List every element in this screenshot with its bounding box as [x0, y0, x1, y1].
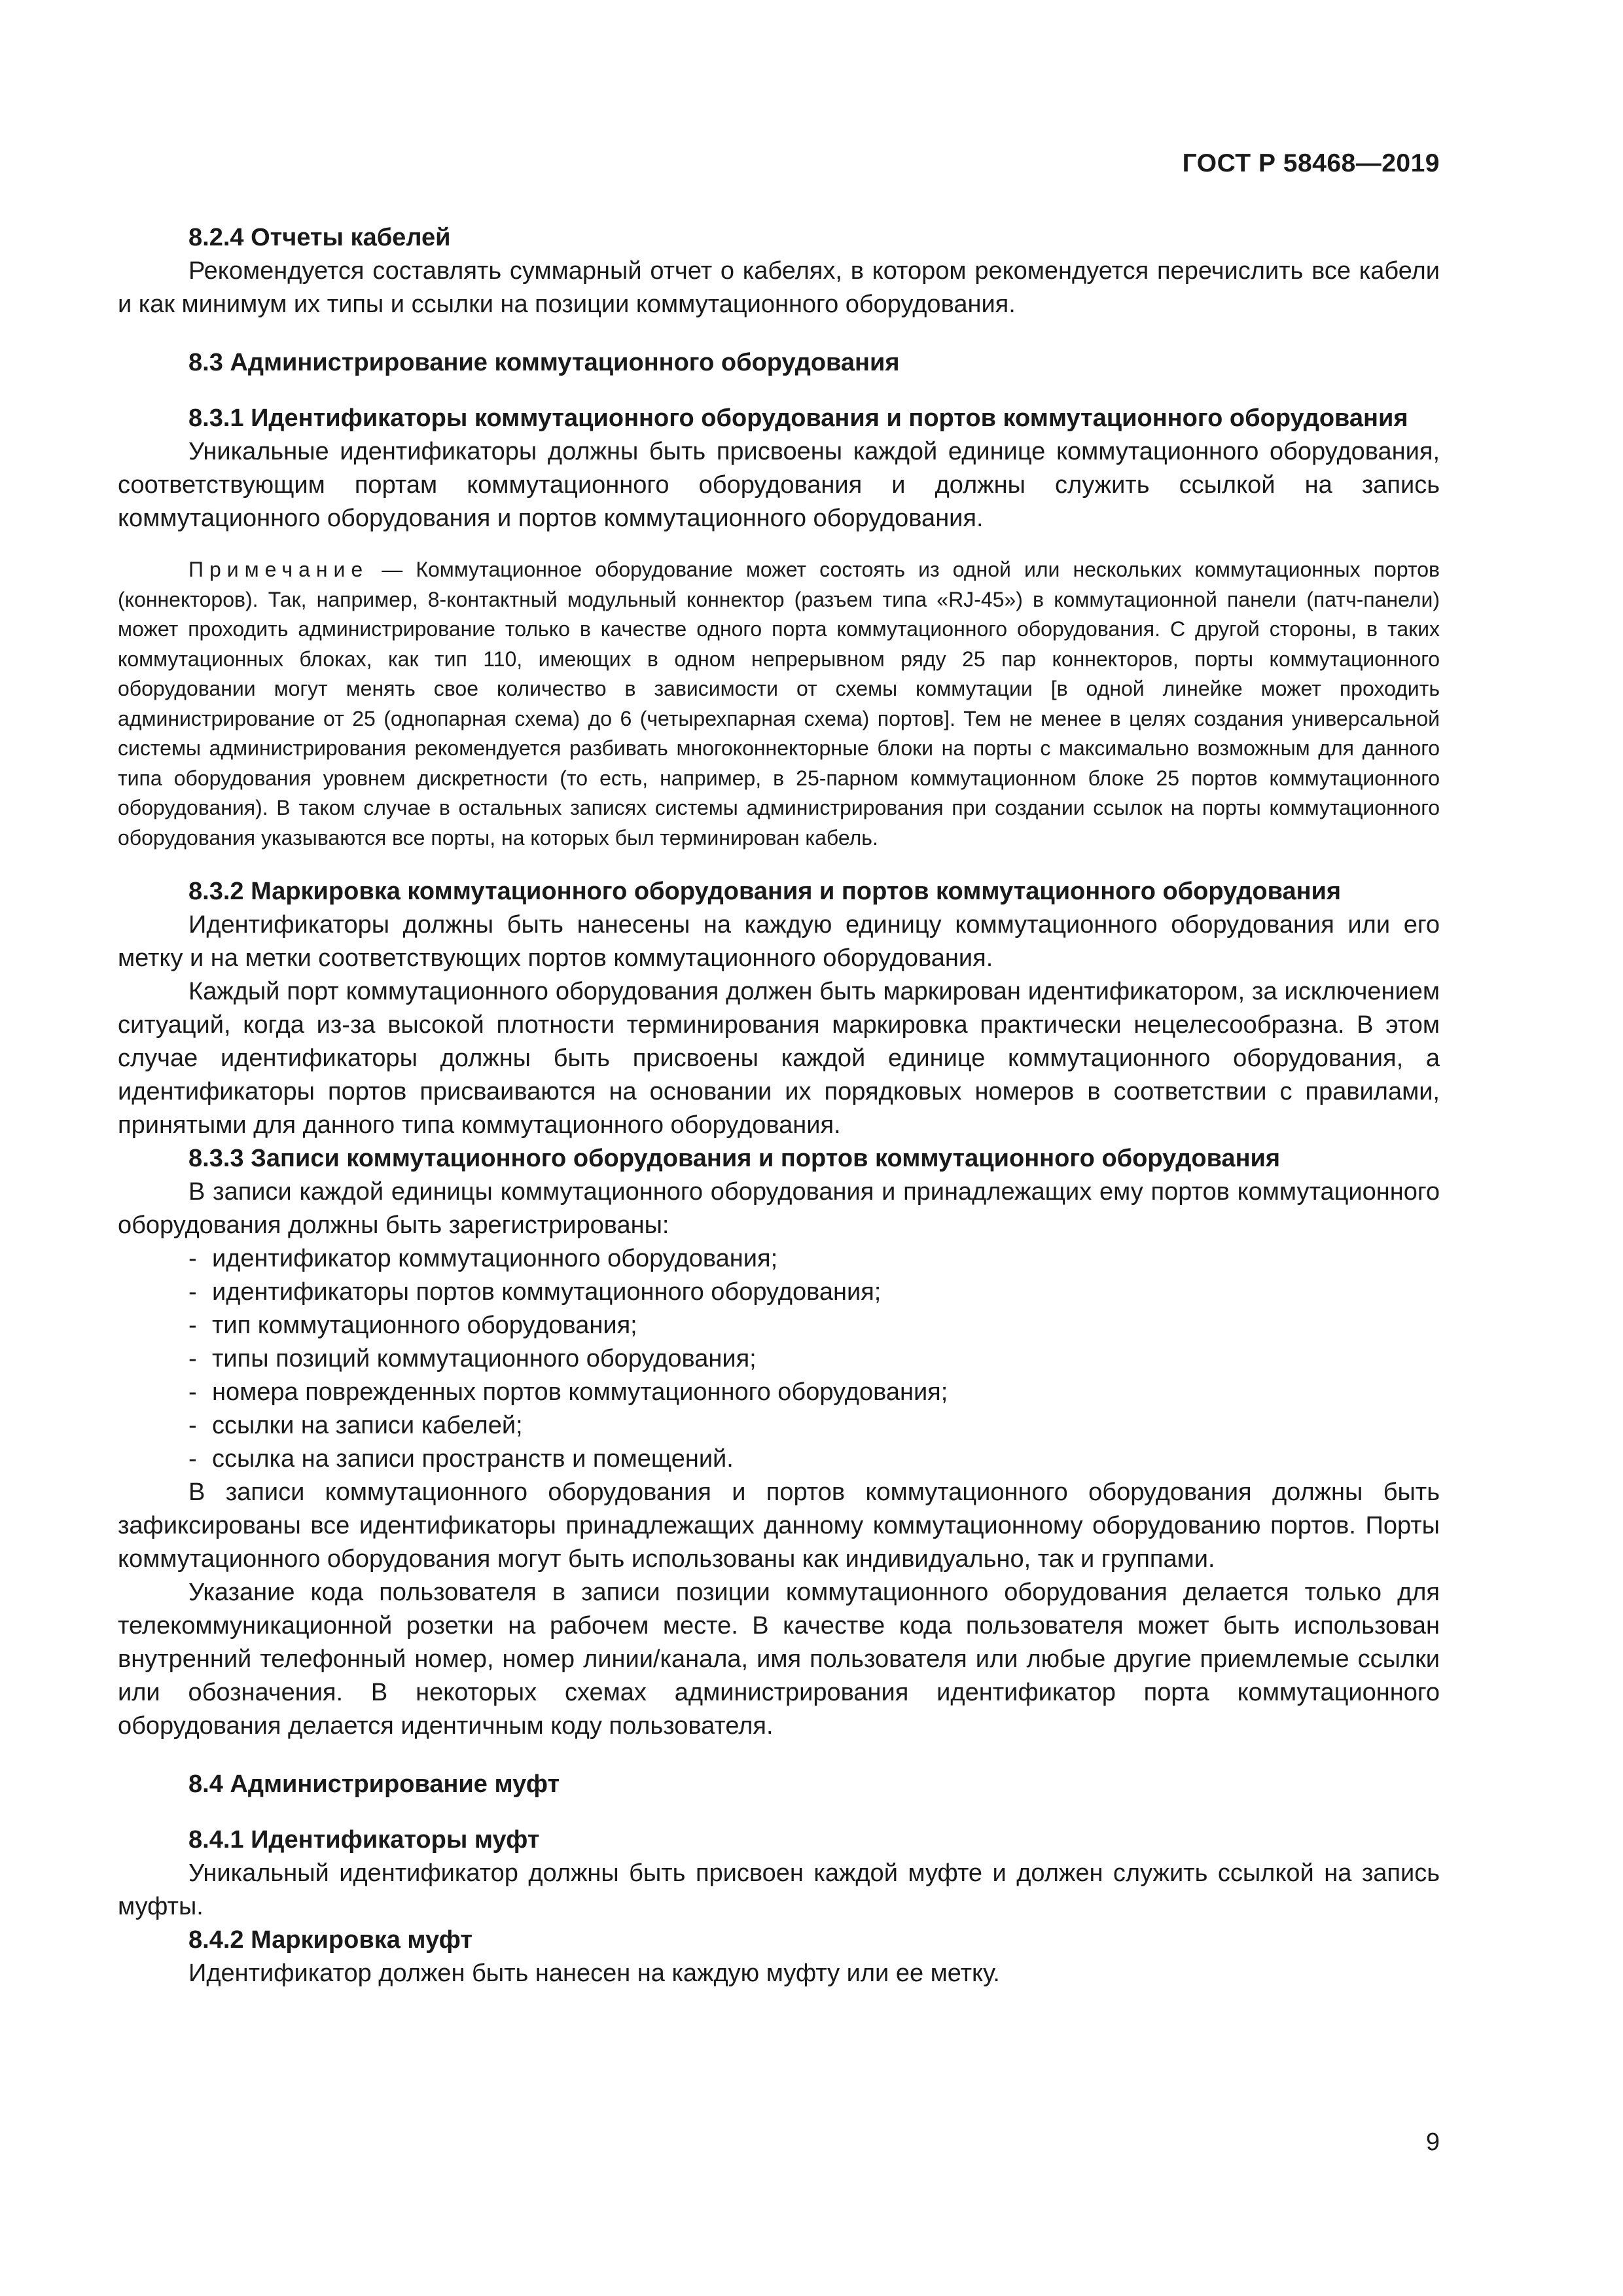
- paragraph: Уникальные идентификаторы должны быть присвоены каждой единице коммутационного оборудования, соответствующим портам коммутационного оборудования и должны служить ссылкой на запись коммутационного оборудования и портов коммутационного оборудования.: [118, 438, 1440, 532]
- document-page: [118, 0, 1440, 2296]
- list-marker: -: [188, 1412, 197, 1439]
- page-number: 9: [1425, 2128, 1440, 2156]
- paragraph: Каждый порт коммутационного оборудования должен быть маркирован идентификатором, за исключением ситуаций, когда из-за высокой плотности терминирования маркировка практически нецелесообразна. В этом случае идентификаторы должны быть присвоены каждой единице коммутационного оборудования, а идентификаторы портов присваиваются на основании их порядковых номеров в соответствии с правилами, принятыми для данного типа коммутационного оборудования.: [118, 978, 1440, 1139]
- section-heading-8-2-4: 8.2.4 Отчеты кабелей: [188, 224, 451, 251]
- section-heading-8-3-1: 8.3.1 Идентификаторы коммутационного оборудования и портов коммутационного оборудования: [188, 404, 1408, 432]
- list-item: - ссылка на записи пространств и помещений.: [118, 1443, 1440, 1476]
- list-marker: -: [188, 1345, 197, 1372]
- paragraph: Идентификаторы должны быть нанесены на каждую единицу коммутационного оборудования или его метку и на метки соответствующих портов коммутационного оборудования.: [118, 911, 1440, 972]
- paragraph: В записи коммутационного оборудования и портов коммутационного оборудования должны быть зафиксированы все идентификаторы принадлежащих данному коммутационному оборудованию портов. Порты коммутационного оборудования могут быть использованы как индивидуально, так и группами.: [118, 1479, 1440, 1573]
- list-marker: -: [188, 1245, 197, 1272]
- note-label: Примечание: [188, 558, 369, 581]
- paragraph: Уникальный идентификатор должны быть присвоен каждой муфте и должен служить ссылкой на запись муфты.: [118, 1859, 1440, 1920]
- paragraph: В записи каждой единицы коммутационного оборудования и принадлежащих ему портов коммутационного оборудования должны быть зарегистрированы:: [118, 1178, 1440, 1239]
- list-marker: -: [188, 1445, 197, 1473]
- section-heading-8-4-2: 8.4.2 Маркировка муфт: [188, 1926, 473, 1954]
- paragraph: Идентификатор должен быть нанесен на каждую муфту или ее метку.: [188, 1960, 1000, 1987]
- section-heading-8-3-3: 8.3.3 Записи коммутационного оборудования и портов коммутационного оборудования: [188, 1145, 1281, 1172]
- list-item: - типы позиций коммутационного оборудования;: [118, 1342, 1440, 1376]
- paragraph: Указание кода пользователя в записи позиции коммутационного оборудования делается только для телекоммуникационной розетки на рабочем месте. В качестве кода пользователя может быть использован внутренний телефонный номер, номер линии/канала, имя пользователя или любые другие приемлемые ссылки или обозначения. В некоторых схемах администрирования идентификатор порта коммутационного оборудования делается идентичным коду пользователя.: [118, 1579, 1440, 1740]
- note-text: — Коммутационное оборудование может состоять из одной или нескольких коммутационных портов (коннекторов). Так, например, 8-контактный модульный коннектор (разъем типа «RJ-45») в коммутационной панели (патч-панели) может проходить администрирование только в качестве одного порта коммутационного оборудования. С другой стороны, в таких коммутационных блоках, как тип 110, имеющих в одном непрерывном ряду 25 пар коннекторов, порты коммутационного оборудовании могут менять свое количество в зависимости от схемы коммутации [в одной линейке может проходить администрирование от 25 (однопарная схема) до 6 (четырехпарная схема) портов]. Тем не менее в целях создания универсальной системы администрирования рекомендуется разбивать многоконнекторные блоки на порты с максимально возможным для данного типа оборудования уровнем дискретности (то есть, например, в 25-парном коммутационном блоке 25 портов коммутационного оборудования). В таком случае в остальных записях системы администрирования при создании ссылок на порты коммутационного оборудования указываются все порты, на которых был терминирован кабель.: [118, 558, 1440, 850]
- list-marker: -: [188, 1278, 197, 1306]
- note: [118, 555, 1440, 853]
- list-item: - идентификаторы портов коммутационного оборудования;: [118, 1276, 1440, 1309]
- section-heading-8-3-2: 8.3.2 Маркировка коммутационного оборудования и портов коммутационного оборудования: [188, 878, 1342, 905]
- standard-code: ГОСТ Р 58468—2019: [1182, 149, 1440, 177]
- list-marker: -: [188, 1378, 197, 1406]
- list-marker: -: [188, 1312, 197, 1339]
- record-fields-list: [118, 1242, 1440, 1476]
- section-heading-8-3: 8.3 Администрирование коммутационного оборудования: [188, 349, 900, 376]
- list-item: - ссылки на записи кабелей;: [118, 1409, 1440, 1443]
- paragraph: Рекомендуется составлять суммарный отчет о кабелях, в котором рекомендуется перечислить все кабели и как минимум их типы и ссылки на позиции коммутационного оборудования.: [118, 257, 1440, 318]
- document-body: [118, 221, 1440, 1990]
- section-heading-8-4: 8.4 Администрирование муфт: [188, 1770, 560, 1798]
- list-item: - тип коммутационного оборудования;: [118, 1309, 1440, 1342]
- list-item: - номера поврежденных портов коммутационного оборудования;: [118, 1376, 1440, 1409]
- list-item: - идентификатор коммутационного оборудования;: [118, 1242, 1440, 1276]
- section-heading-8-4-1: 8.4.1 Идентификаторы муфт: [188, 1826, 540, 1854]
